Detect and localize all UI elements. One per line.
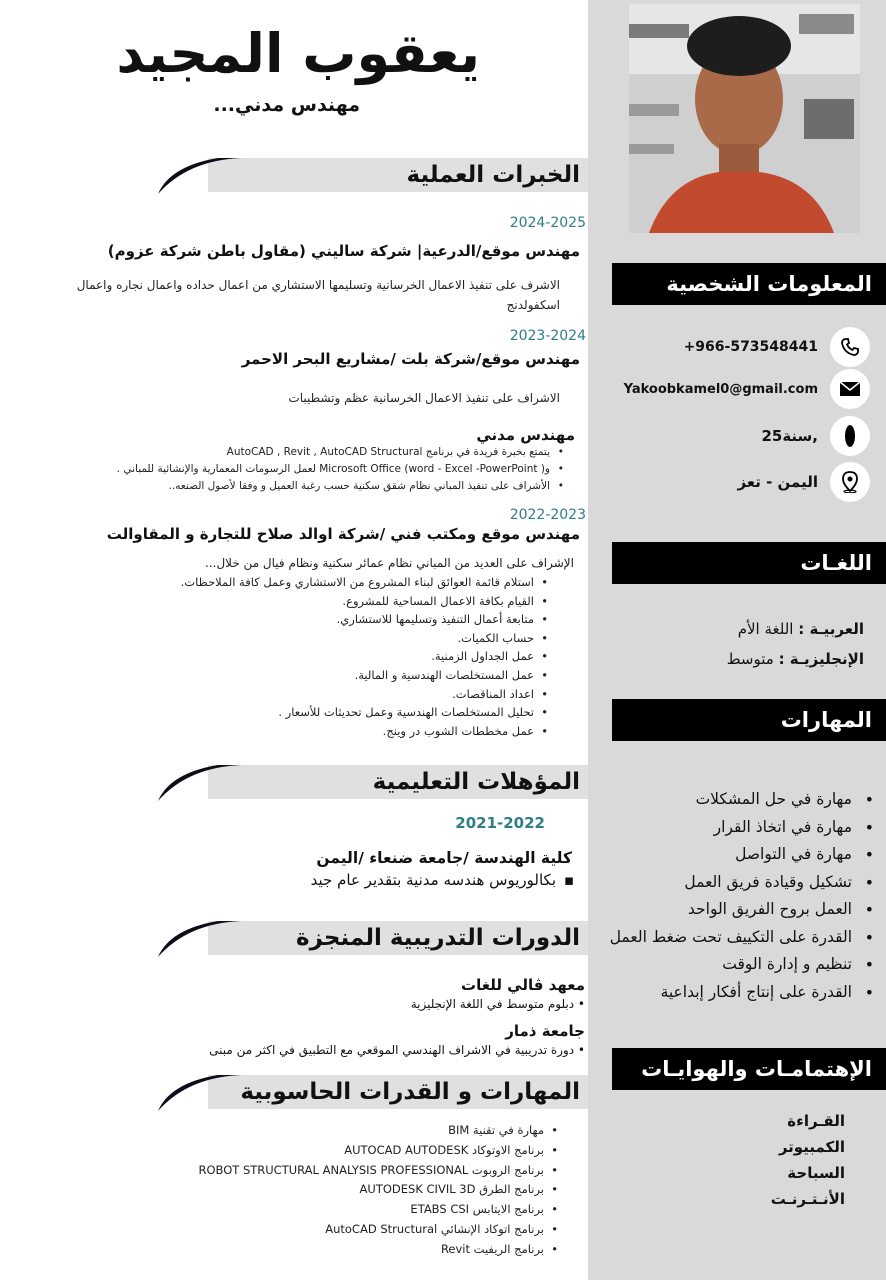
list-item: • عمل المستخلصات الهندسية و المالية.	[160, 666, 552, 685]
course-detail-2: • دورة تدريبية في الاشراف الهندسي الموقعي مع التطبيق في اكثر من مبنى	[209, 1043, 585, 1057]
courses-heading-bar	[158, 919, 588, 957]
civil-engineer-list	[40, 444, 568, 495]
age-text: 25سنة,	[761, 427, 818, 445]
list-item: • العمل بروح الفريق الواحد	[596, 896, 882, 924]
language-name: الإنجليزيـة :	[778, 650, 864, 668]
age-row	[610, 416, 870, 456]
language-level: متوسط	[726, 650, 779, 668]
list-item: • مهارة في التواصل	[596, 841, 882, 869]
location-pin-icon	[830, 462, 870, 502]
list-item: • مهارة في اتخاذ القرار	[596, 814, 882, 842]
experience-heading-bar	[158, 156, 588, 194]
person-icon	[830, 416, 870, 456]
phone-row	[610, 327, 870, 367]
list-item: • عمل الجداول الزمنية.	[160, 647, 552, 666]
swoosh-decoration	[158, 763, 248, 801]
list-item: • استلام قائمة العوائق لبناء المشروع من الاستشاري وعمل كافة الملاحظات.	[160, 573, 552, 592]
job3-year: 2022-2023	[509, 507, 586, 523]
computer-skills-heading: المهارات و القدرات الحاسوبية	[240, 1079, 580, 1105]
skills-list	[596, 786, 882, 1006]
job1-year: 2024-2025	[509, 215, 586, 231]
list-item: السباحة	[787, 1164, 845, 1182]
job2-year: 2023-2024	[509, 328, 586, 344]
bullet-square: ▪	[563, 871, 574, 889]
job1-title: مهندس موقع/الدرعية| شركة ساليني (مقاول باطن شركة عزوم)	[107, 242, 580, 260]
courses-heading: الدورات التدريبية المنجزة	[296, 925, 580, 951]
list-item: • برنامج اتوكاد الإنشائي AutoCAD Structural	[110, 1220, 562, 1240]
swoosh-decoration	[158, 1073, 248, 1111]
swoosh-decoration	[158, 919, 248, 957]
list-item: القـراءة	[787, 1112, 845, 1130]
education-degree: بكالوريوس هندسه مدنية بتقدير عام جيد	[310, 871, 556, 889]
education-year: 2021-2022	[455, 814, 545, 832]
location-row	[610, 462, 870, 502]
language-name: العربيـة :	[798, 620, 864, 638]
list-item: • برنامج الروبوت ROBOT STRUCTURAL ANALYSIS PROFESSIONAL	[110, 1161, 562, 1181]
language-english	[612, 650, 864, 668]
list-item: • برنامج الريفيت Revit	[110, 1240, 562, 1260]
person-name: يعقوب المجيد	[116, 22, 480, 85]
job3-tasks-list	[160, 573, 552, 740]
list-item: • برنامج الاوتوكاد AUTOCAD AUTODESK	[110, 1141, 562, 1161]
languages-heading: اللغـات	[612, 542, 886, 584]
list-item: • يتمتع بخبرة فريدة في برنامج AutoCAD , Revit , AutoCAD Structural	[40, 444, 568, 461]
list-item: الكمبيوتر	[778, 1138, 845, 1156]
list-item: • القدرة على التكييف تحت ضغط العمل	[596, 924, 882, 952]
job3-title: مهندس موقع ومكتب فني /شركة اوالد صلاح للتجارة و المقاوالت	[106, 525, 580, 543]
computer-skills-list	[110, 1121, 562, 1260]
location-text: اليمن - تعز	[737, 473, 818, 491]
email-row	[610, 369, 870, 409]
education-degree-item	[200, 871, 576, 889]
job2-description: الاشراف على تنفيذ الاعمال الخرسانية عظم وتشطيبات	[288, 391, 560, 405]
education-heading: المؤهلات التعليمية	[372, 769, 580, 795]
course-institute-2: جامعة ذمار	[505, 1022, 585, 1040]
list-item: • برنامج الطرق AUTODESK CIVIL 3D	[110, 1180, 562, 1200]
language-level: اللغة الأم	[737, 620, 799, 638]
list-item: • مهارة في تقنية BIM	[110, 1121, 562, 1141]
job2-title: مهندس موقع/شركة بلت /مشاريع البحر الاحمر	[241, 350, 580, 368]
list-item: • اعداد المناقصات.	[160, 685, 552, 704]
list-item: • حساب الكميات.	[160, 629, 552, 648]
list-item: • القيام بكافة الاعمال المساحية للمشروع.	[160, 592, 552, 611]
education-heading-bar	[158, 763, 588, 801]
course-institute-1: معهد ڤالي للغات	[461, 976, 585, 994]
civil-engineer-title: مهندس مدني	[476, 426, 575, 444]
email-address[interactable]: Yakoobkamel0@gmail.com	[623, 381, 818, 397]
list-item: • و( Microsoft Office (word - Excel -PowerPoint لعمل الرسومات المعمارية والإنشائية للمباني .	[40, 461, 568, 478]
list-item: • تشكيل وقيادة فريق العمل	[596, 869, 882, 897]
phone-number[interactable]: +966-573548441	[683, 339, 818, 355]
list-item: • تحليل المستخلصات الهندسية وعمل تحديثات للأسعار .	[160, 703, 552, 722]
job3-intro: الإشراف على العديد من المباني نظام عمائر سكنية ونظام فيال من خلال...	[205, 556, 574, 570]
skills-heading: المهارات	[612, 699, 886, 741]
list-item: • القدرة على إنتاج أفكار إبداعية	[596, 979, 882, 1007]
list-item: • الأشراف على تنفيذ المباني نظام شقق سكنية حسب رغبة العميل و وفقا لأصول الصنعه..	[40, 478, 568, 495]
list-item: • عمل مخططات الشوب در وينج.	[160, 722, 552, 741]
course-detail-1: • دبلوم متوسط في اللغة الإنجليزية	[410, 997, 585, 1011]
personal-info-heading: المعلومات الشخصية	[612, 263, 886, 305]
computer-skills-heading-bar	[158, 1073, 588, 1111]
education-college: كلية الهندسة /جامعة ضنعاء /اليمن	[316, 849, 572, 867]
list-item: • مهارة في حل المشكلات	[596, 786, 882, 814]
experience-heading: الخبرات العملية	[406, 162, 580, 188]
hobbies-list	[700, 1108, 845, 1212]
email-icon	[830, 369, 870, 409]
list-item: • برنامج الايتابس ETABS CSI	[110, 1200, 562, 1220]
phone-icon	[830, 327, 870, 367]
hobbies-heading: الإهتمامـات والهوايـات	[612, 1048, 886, 1090]
list-item: الأنـتـرنـت	[770, 1190, 845, 1208]
job1-description: الاشرف على تنفيذ الاعمال الخرسانية وتسليمها الاستشاري من اعمال حداده واعمال نجاره واعمال اسكفولدنج	[76, 278, 560, 312]
swoosh-decoration	[158, 156, 248, 194]
profile-photo	[629, 4, 860, 233]
language-arabic	[612, 620, 864, 638]
job-title: مهندس مدني...	[213, 94, 360, 116]
list-item: • متابعة أعمال التنفيذ وتسليمها للاستشاري.	[160, 610, 552, 629]
list-item: • تنظيم و إدارة الوقت	[596, 951, 882, 979]
